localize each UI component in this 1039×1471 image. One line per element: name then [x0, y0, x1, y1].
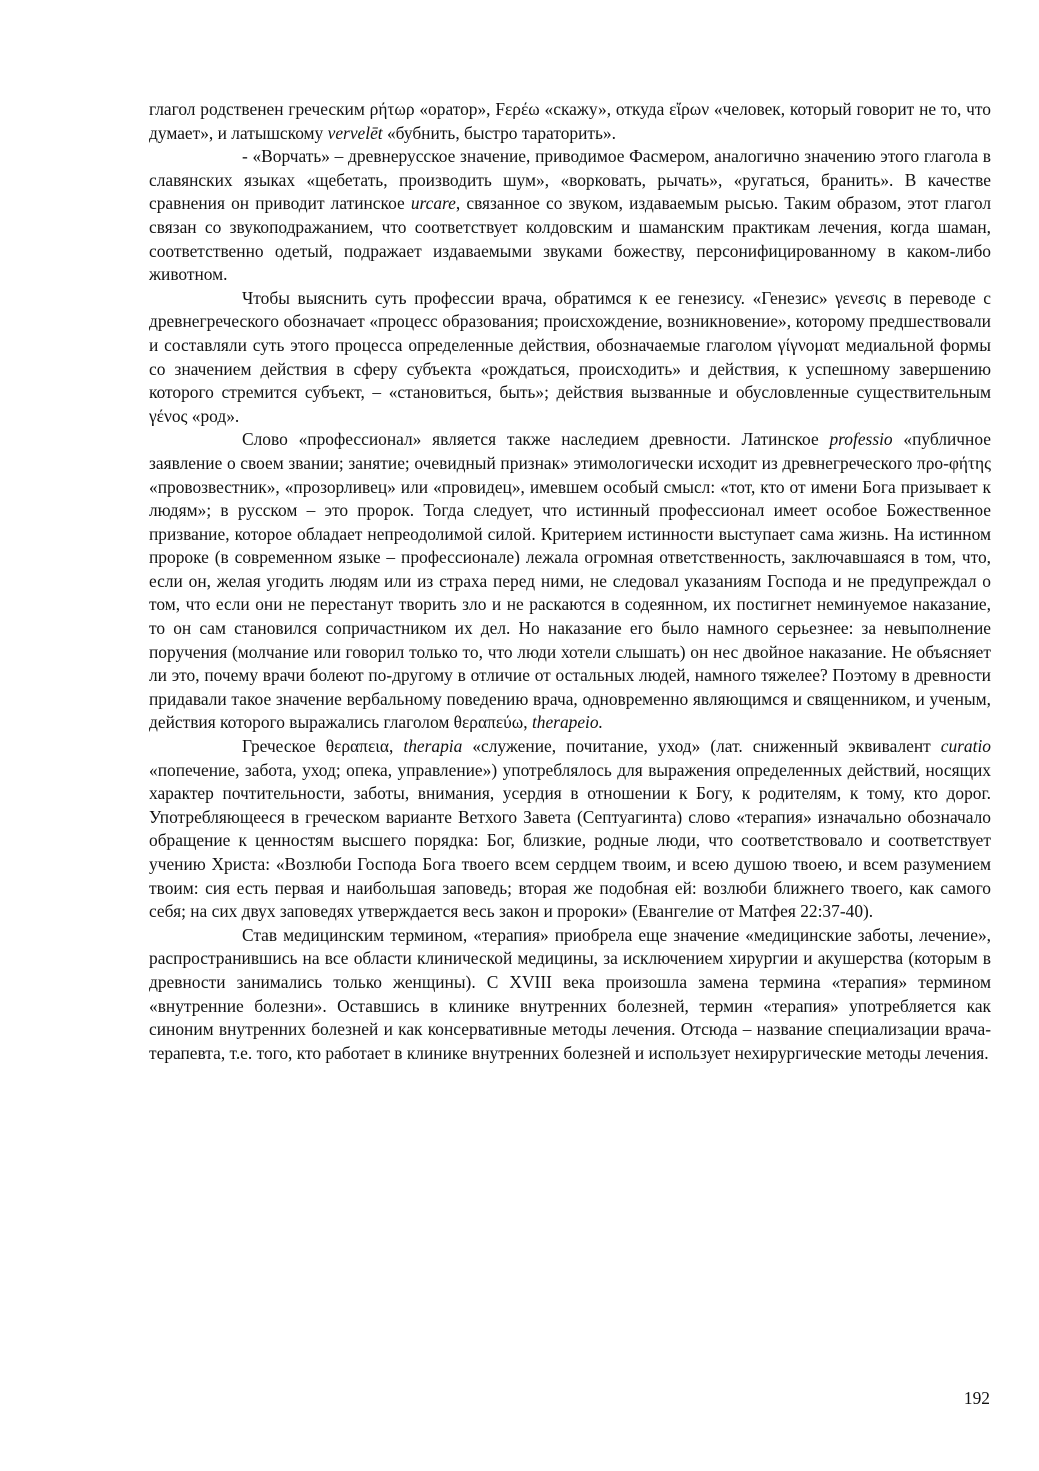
text-run: Греческое θεραπεια, — [242, 736, 404, 757]
italic-term: professio — [829, 429, 893, 450]
text-run: Чтобы выяснить суть профессии врача, обратимся к ее генезису. «Генезис» γενεσις в переводе с древнегреческого обозначает «процесс образования; происхождение, возникновение», которому предшествовали и составляли суть этого процесса определенные действия, обозначаемые глаголом γίγνοματ медиальной формы со значением действия в сферу субъекта «рождаться, происходить» и действия, к успешному завершению которого стремится субъект, – «становиться, быть»; действия вызванные и обусловленные существительным γένος «род». — [149, 287, 991, 426]
italic-term: urcare — [410, 193, 456, 214]
text-run: Став медицинским термином, «терапия» приобрела еще значение «медицинские заботы, лечение», распространившись на все области клинической медицины, за исключением хирургии и акушерства (которым в древности занимались только женщины). С XVIII века произошла замена термина «терапия» термином «внутренние болезни». Оставшись в клинике внутренних болезней, термин «терапия» употребляется как синоним внутренних болезней и как консервативные методы лечения. Отсюда – название специализации врача-терапевта, т.е. того, кто работает в клинике внутренних болезней и использует нехирургические методы лечения. — [149, 924, 991, 1063]
paragraph-genesis — [149, 287, 991, 429]
paragraph-vorchat — [149, 145, 991, 287]
text-run: «служение, почитание, уход» (лат. сниженный эквивалент — [462, 736, 941, 757]
text-run: глагол родственен греческим ρήτωρ «оратор», Fερέω «скажу», откуда εἴρων «человек, который говорит не то, что думает», и латышскому — [149, 99, 991, 143]
text-run: «публичное заявление о своем звании; занятие; очевидный признак» этимологически исходит из древнегреческого προ-φήτης «провозвестник», «прозорливец» или «провидец», имевшем особый смысл: «тот, кто от имени Бога призывает к людям»; в русском – это пророк. Тогда следует, что истинный профессионал имеет особое Божественное призвание, которое обладает непреодолимой силой. Критерием истинности выступает сама жизнь. На истинном пророке (в современном языке – профессионале) лежала огромная ответственность, заключавшаяся в том, что, если он, желая угодить людям или из страха перед ними, не следовал указаниям Господа и не предупреждал о том, что если они не перестанут творить зло и не раскаются в содеянном, их постигнет неминуемое наказание, то он сам становился сопричастником их дел. Но наказание его было намного серьезнее: за невыполнение поручения (молчание или говорил только то, что люди хотели слышать) он нес двойное наказание. Не объясняет ли это, почему врачи болеют по-другому в отличие от остальных людей, намного тяжелее? Поэтому в древности придавали такое значение вербальному поведению врача, одновременно являющимся и священником, и ученым, действия которого выражались глаголом θεραπεύω, — [149, 429, 991, 733]
italic-term: curatio — [940, 736, 991, 757]
italic-term: therapia — [403, 736, 463, 757]
body-text — [149, 98, 991, 1065]
text-run: «бубнить, быстро тараторить». — [382, 122, 616, 143]
text-run: «попечение, забота, уход; опека, управление») употреблялось для выражения определенных действий, носящих характер почтительности, заботы, внимания, усердия в отношении к Богу, к родителям, к тому, кто дорог. Употребляющееся в греческом варианте Ветхого Завета (Септуагинта) слово «терапия» изначально обозначало обращение к ценностям высшего порядка: Бог, близкие, родные люди, что соответствовало и соответствует учению Христа: «Возлюби Господа Бога твоего всем сердцем твоим, и всею душою твоею, и всем разумением твоим: сия есть первая и наибольшая заповедь; вторая же подобная ей: возлюби ближнего твоего, как самого себя; на сих двух заповедях утверждается весь закон и пророки» (Евангелие от Матфея 22:37-40). — [149, 759, 991, 922]
page-number: 192 — [963, 1388, 990, 1408]
text-run: - «Ворчать» – древнерусское значение, приводимое Фасмером, аналогично значению этого глагола в славянских языках «щебетать, производить шум», «ворковать, рычать», «ругаться, бранить». В качестве сравнения он приводит латинское — [149, 146, 991, 214]
italic-term: therapeio. — [531, 712, 603, 733]
italic-term: vervelēt — [327, 122, 383, 143]
paragraph-continuation — [149, 98, 991, 145]
paragraph-medical-term — [149, 924, 991, 1066]
text-run: , связанное со звуком, издаваемым рысью. Таким образом, этот глагол связан со звукоподражанием, что соответствует колдовским и шаманским практикам лечения, когда шаман, соответственно одетый, подражает издаваемыми звуками божеству, персонифицированному в каком-либо животном. — [149, 193, 992, 285]
paragraph-professional — [149, 428, 991, 735]
text-run: Слово «профессионал» является также наследием древности. Латинское — [242, 429, 830, 450]
paragraph-therapia — [149, 735, 991, 924]
